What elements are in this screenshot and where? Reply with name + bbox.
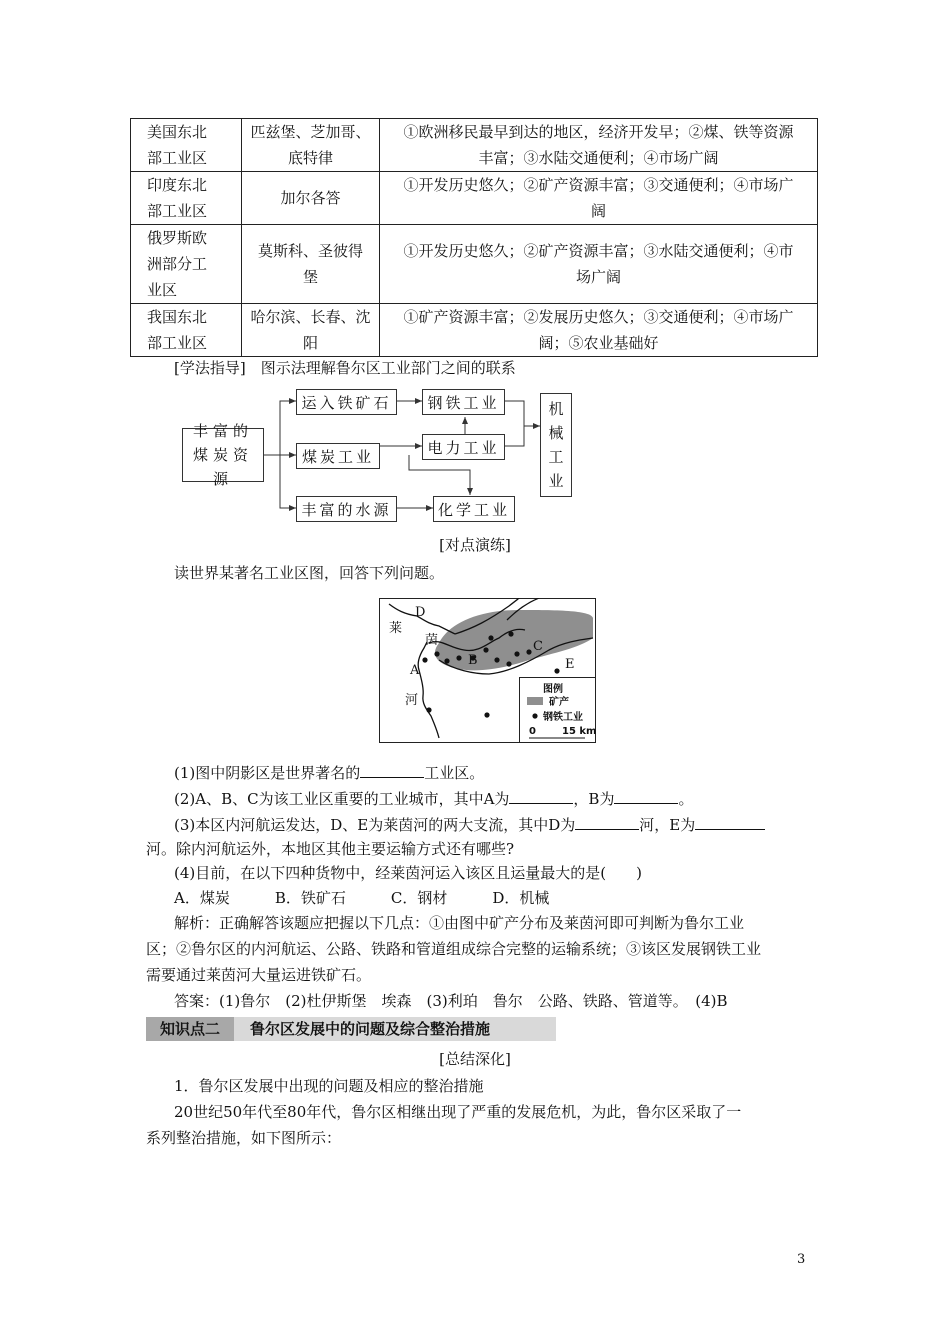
legend-title: 图例 — [543, 684, 563, 695]
conditions-cell-line: 阔 — [590, 202, 606, 220]
cities-cell-line: 匹兹堡、芝加哥、 — [250, 123, 371, 141]
map-label-a: A — [410, 663, 420, 678]
question-3: (3)本区内河航运发达，D、E为莱茵河的两大支流，其中D为 河，E为 — [174, 812, 765, 838]
cities-cell-line: 底特律 — [287, 149, 333, 167]
water-source-box: 丰富的水源 — [296, 496, 397, 522]
conditions-cell-line: ①矿产资源丰富；②发展历史悠久；③交通便利；④市场广 — [403, 308, 794, 326]
region-cell-line: 印度东北 — [147, 176, 208, 194]
page-number: 3 — [797, 1252, 806, 1267]
power-industry-box: 电力工业 — [422, 434, 505, 460]
conditions-cell-line: ①欧洲移民最早到达的地区，经济开发早；②煤、铁等资源 — [403, 123, 794, 141]
machinery-industry-box: 机械工业 — [540, 393, 572, 497]
answer-line: 答案：(1)鲁尔 (2)杜伊斯堡 埃森 (3)利珀 鲁尔 公路、铁路、管道等。 (4)B — [174, 992, 728, 1010]
analysis-line-1: 解析：正确解答该题应把握以下几点：①由图中矿产分布及莱茵河即可判断为鲁尔工业 — [174, 914, 745, 932]
analysis-line-3: 需要通过莱茵河大量运进铁矿石。 — [146, 966, 372, 984]
map-river-char-1: 莱 — [389, 621, 403, 636]
chemical-industry-box: 化学工业 — [433, 496, 515, 522]
conditions-cell-line: 丰富；③水陆交通便利；④市场广阔 — [478, 149, 719, 167]
map-label-d: D — [415, 605, 426, 620]
point-1: 1．鲁尔区发展中出现的问题及相应的整治措施 — [174, 1077, 484, 1095]
practice-heading: [对点演练] — [439, 536, 511, 554]
guide-heading: [学法指导] 图示法理解鲁尔区工业部门之间的联系 — [174, 359, 516, 377]
conditions-cell-line: ①开发历史悠久；②矿产资源丰富；③水陆交通便利；④市 — [403, 242, 794, 260]
question-3-cont: 河。除内河航运外，本地区其他主要运输方式还有哪些? — [146, 840, 515, 858]
analysis-line-2: 区；②鲁尔区的内河航运、公路、铁路和管道组成综合完整的运输系统；③该区发展钢铁工业 — [146, 940, 762, 958]
region-cell-line: 部工业区 — [147, 202, 208, 220]
cities-cell-line: 莫斯科、圣彼得 — [257, 242, 363, 260]
question-1: (1)图中阴影区是世界著名的 工业区。 — [174, 764, 485, 782]
question-intro: 读世界某著名工业区图，回答下列问题。 — [174, 564, 445, 582]
map-river-char-2: 茵 — [425, 633, 439, 648]
iron-ore-box: 运入铁矿石 — [296, 389, 397, 415]
region-cell-line: 我国东北 — [147, 308, 208, 326]
legend-mineral: 矿产 — [549, 697, 569, 708]
steel-industry-box: 钢铁工业 — [422, 389, 505, 415]
conditions-cell-line: ①开发历史悠久；②矿产资源丰富；③交通便利；④市场广 — [403, 176, 794, 194]
question-4: (4)目前，在以下四种货物中，经莱茵河运入该区且运量最大的是( ) — [174, 864, 642, 882]
region-cell-line: 部工业区 — [147, 149, 208, 167]
region-cell-line: 美国东北 — [147, 123, 208, 141]
flow-diagram — [0, 0, 950, 540]
cities-cell-line: 阳 — [302, 334, 318, 352]
region-cell-line: 业区 — [147, 281, 178, 299]
cities-cell-line: 哈尔滨、长春、沈 — [250, 308, 371, 326]
paragraph-line-1: 20世纪50年代至80年代，鲁尔区相继出现了严重的发展危机，为此，鲁尔区采取了一 — [174, 1103, 742, 1121]
question-2: (2)A、B、C为该工业区重要的工业城市，其中A为 ，B为 。 — [174, 790, 694, 808]
legend-steel: 钢铁工业 — [543, 712, 583, 723]
question-4-options: A．煤炭 B．铁矿石 C．钢材 D．机械 — [174, 889, 550, 907]
coal-industry-box: 煤炭工业 — [296, 443, 380, 469]
coal-resource-box: 丰富的煤炭资源 — [182, 428, 264, 482]
scale-distance: 15 km — [562, 726, 596, 737]
map-label-b: B — [468, 653, 478, 668]
map-label-c: C — [533, 639, 543, 654]
map-label-e: E — [565, 657, 575, 672]
conditions-cell-line: 场广阔 — [575, 268, 621, 286]
scale-zero: 0 — [529, 726, 536, 737]
section-label: 知识点二 — [146, 1017, 234, 1041]
summary-heading: [总结深化] — [439, 1050, 511, 1068]
region-cell-line: 俄罗斯欧 — [147, 229, 208, 247]
region-cell-line: 洲部分工 — [147, 255, 208, 273]
section-banner — [146, 1017, 556, 1041]
paragraph-line-2: 系列整治措施，如下图所示： — [146, 1129, 342, 1147]
cities-cell-line: 加尔各答 — [280, 189, 341, 207]
section-title: 鲁尔区发展中的问题及综合整治措施 — [250, 1020, 491, 1038]
ruhr-map — [379, 598, 596, 743]
conditions-cell-line: 阔；⑤农业基础好 — [538, 334, 659, 352]
cities-cell-line: 堡 — [302, 268, 318, 286]
region-cell-line: 部工业区 — [147, 334, 208, 352]
map-river-char-3: 河 — [405, 693, 419, 708]
